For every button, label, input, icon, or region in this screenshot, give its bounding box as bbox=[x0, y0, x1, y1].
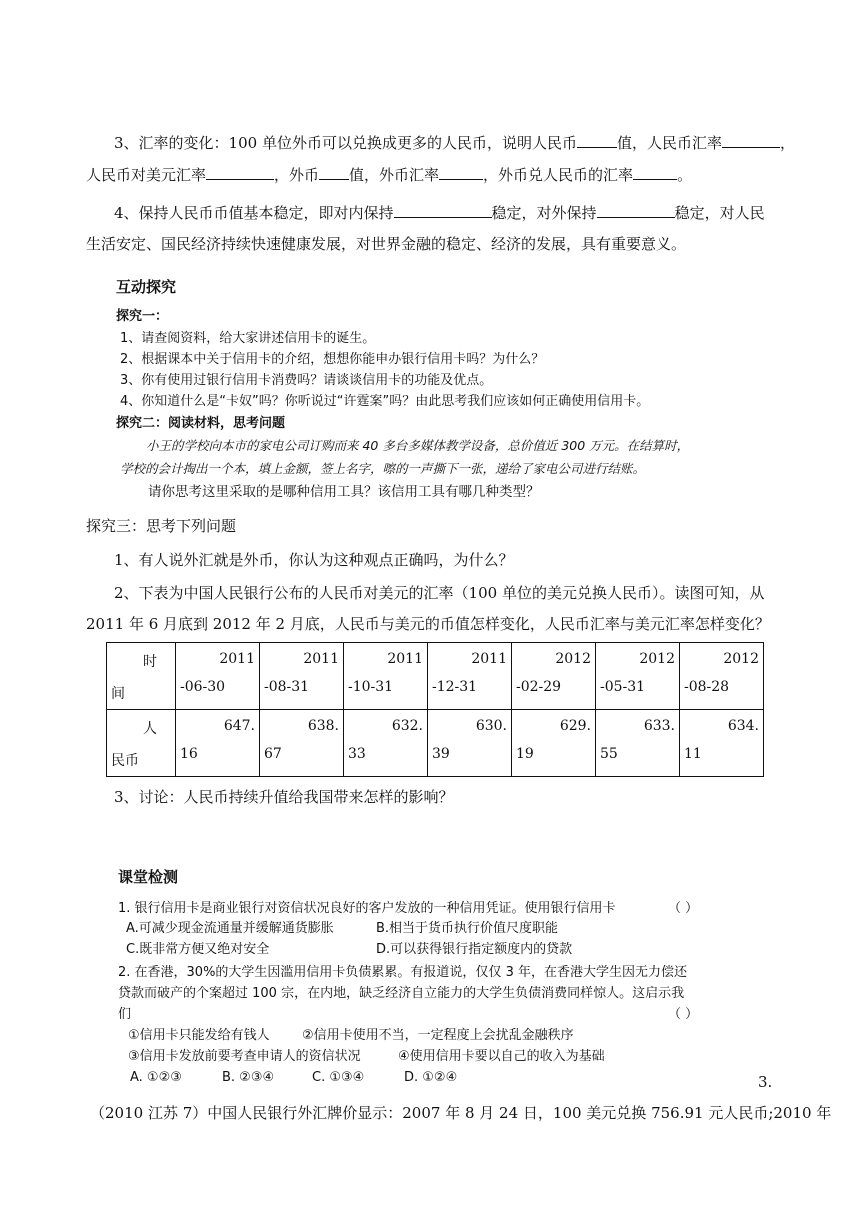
cell-text: 647. bbox=[223, 718, 255, 734]
explore1-q3: 3、你有使用过银行信用卡消费吗？请谈谈信用卡的功能及优点。 bbox=[120, 373, 493, 388]
check-q1-paren: （ ） bbox=[668, 901, 699, 916]
check-q2-line2: 贷款而破产的个案超过 100 宗，在内地，缺乏经济自立能力的大学生负债消费同样惊人。这启示我 bbox=[118, 986, 685, 1001]
cell-text: 2011 bbox=[471, 651, 507, 667]
table-row bbox=[107, 710, 764, 777]
check-q2-option-c: C. ①③④ bbox=[312, 1070, 365, 1085]
text: 值，人民币汇率 bbox=[616, 134, 722, 152]
explore3-q2-line1: 2、下表为中国人民银行公布的人民币对美元的汇率（100 单位的美元兑换人民币）。读图可知，从 bbox=[114, 584, 765, 602]
explore3-title: 探究三：思考下列问题 bbox=[86, 517, 237, 535]
check-q2-item2: ②信用卡使用不当，一定程度上会扰乱金融秩序 bbox=[302, 1028, 574, 1043]
check-q1-option-d: D.可以获得银行指定额度内的贷款 bbox=[376, 942, 573, 957]
cell-text: 间 bbox=[111, 686, 125, 702]
table-cell bbox=[428, 710, 512, 777]
cell-text: 632. bbox=[391, 718, 423, 734]
cell-text: -06-30 bbox=[180, 679, 226, 695]
explore1-q2: 2、根据课本中关于信用卡的介绍，想想你能申办银行信用卡吗？为什么？ bbox=[120, 352, 545, 367]
check-q2-item3: ③信用卡发放前要考查申请人的资信状况 bbox=[128, 1049, 361, 1064]
table-cell bbox=[680, 710, 764, 777]
cell-text: -02-29 bbox=[516, 679, 562, 695]
para4-line2: 生活安定、国民经济持续快速健康发展，对世界金融的稳定、经济的发展，具有重要意义。 bbox=[86, 235, 687, 253]
table-cell bbox=[428, 643, 512, 710]
explore3-q3: 3、讨论：人民币持续升值给我国带来怎样的影响？ bbox=[114, 788, 454, 806]
blank bbox=[597, 202, 675, 218]
cell-text: 2011 bbox=[219, 651, 255, 667]
cell-text: 2012 bbox=[555, 651, 591, 667]
cell-text: 39 bbox=[432, 746, 450, 762]
cell-text: 2011 bbox=[303, 651, 339, 667]
cell-text: -08-28 bbox=[684, 679, 730, 695]
explore1-q1: 1、请查阅资料，给大家讲述信用卡的诞生。 bbox=[120, 331, 376, 346]
table-cell bbox=[512, 710, 596, 777]
check-q1-option-b: B.相当于货币执行价值尺度职能 bbox=[376, 921, 559, 936]
check-q2-item1: ①信用卡只能发给有钱人 bbox=[128, 1028, 270, 1043]
check-q1 bbox=[118, 900, 616, 918]
cell-text: 55 bbox=[600, 746, 618, 762]
cell-text: -12-31 bbox=[432, 679, 478, 695]
blank bbox=[633, 164, 677, 180]
cell-text: 638. bbox=[307, 718, 339, 734]
cell-text: 630. bbox=[475, 718, 507, 734]
cell-text: 19 bbox=[516, 746, 534, 762]
text: ，外币 bbox=[274, 166, 320, 184]
table-cell bbox=[596, 710, 680, 777]
text: 人民币对美元汇率 bbox=[86, 166, 207, 184]
text: 稳定，对外保持 bbox=[491, 204, 597, 222]
blank bbox=[722, 132, 780, 148]
explore1-title: 探究一： bbox=[116, 309, 169, 324]
table-cell bbox=[512, 643, 596, 710]
check-q2-option-d: D. ①②④ bbox=[404, 1070, 458, 1085]
cell-text: 633. bbox=[643, 718, 675, 734]
section-heading-check: 课堂检测 bbox=[118, 868, 179, 886]
cell-text: 634. bbox=[727, 718, 759, 734]
para3-line1 bbox=[114, 132, 795, 153]
table-cell bbox=[596, 643, 680, 710]
cell-text: 2012 bbox=[639, 651, 675, 667]
text: 值，外币汇率 bbox=[349, 166, 440, 184]
check-q2-paren: （ ） bbox=[668, 1007, 699, 1022]
exchange-rate-table bbox=[106, 642, 764, 777]
table-cell bbox=[176, 643, 260, 710]
blank bbox=[394, 202, 492, 218]
table-row bbox=[107, 643, 764, 710]
check-q1-option-a: A.可减少现金流通量并缓解通货膨胀 bbox=[126, 921, 334, 936]
text: ， bbox=[779, 134, 795, 152]
cell-text: 时 bbox=[143, 654, 157, 670]
text: 稳定，对人民 bbox=[674, 204, 765, 222]
blank bbox=[439, 164, 483, 180]
text: 1. 银行信用卡是商业银行对资信状况良好的客户发放的一种信用凭证。使用银行信用卡 bbox=[118, 901, 616, 916]
material-line1: 小王的学校向本市的家电公司订购而来 40 多台多媒体教学设备，总价值近 300 万元。在结算时， bbox=[146, 438, 690, 453]
table-cell bbox=[176, 710, 260, 777]
table-cell bbox=[344, 643, 428, 710]
check-q3-line1: （2010 江苏 7）中国人民银行外汇牌价显示：2007 年 8 月 24 日，100 美元兑换 756.91 元人民币;2010 年 bbox=[90, 1104, 832, 1122]
material-line2: 学校的会计掏出一个本，填上金额，签上名字，嚓的一声撕下一张，递给了家电公司进行结账。 bbox=[120, 461, 646, 476]
check-q2-line1: 2. 在香港，30%的大学生因滥用信用卡负债累累。有报道说，仅仅 3 年，在香港大学生因无力偿还 bbox=[118, 965, 687, 980]
text: 3、汇率的变化：100 单位外币可以兑换成更多的人民币，说明人民币 bbox=[114, 134, 577, 152]
cell-text: 33 bbox=[348, 746, 366, 762]
table-cell bbox=[107, 710, 176, 777]
check-q2-option-b: B. ②③④ bbox=[222, 1070, 275, 1085]
cell-text: 人 bbox=[143, 721, 157, 737]
text: 4、保持人民币币值基本稳定，即对内保持 bbox=[114, 204, 394, 222]
cell-text: 2012 bbox=[723, 651, 759, 667]
explore1-q4: 4、你知道什么是“卡奴”吗？你听说过“许霆案”吗？由此思考我们应该如何正确使用信用卡。 bbox=[120, 394, 650, 409]
explore3-q2-line2: 2011 年 6 月底到 2012 年 2 月底，人民币与美元的币值怎样变化，人民币汇率与美元汇率怎样变化？ bbox=[86, 615, 770, 633]
cell-text: 629. bbox=[559, 718, 591, 734]
para4-line1 bbox=[114, 202, 765, 223]
section-heading-interactive: 互动探究 bbox=[116, 278, 177, 296]
text: ，外币兑人民币的汇率 bbox=[483, 166, 634, 184]
blank bbox=[319, 164, 349, 180]
cell-text: 11 bbox=[684, 746, 702, 762]
table-cell bbox=[344, 710, 428, 777]
cell-text: 2011 bbox=[387, 651, 423, 667]
cell-text: 民币 bbox=[111, 753, 139, 769]
cell-text: -08-31 bbox=[264, 679, 310, 695]
cell-text: -05-31 bbox=[600, 679, 646, 695]
check-q2-item4: ④使用信用卡要以自己的收入为基础 bbox=[398, 1049, 605, 1064]
table-cell bbox=[680, 643, 764, 710]
check-q2-option-a: A. ①②③ bbox=[130, 1070, 182, 1085]
check-q1-option-c: C.既非常方便又绝对安全 bbox=[126, 942, 270, 957]
table-cell bbox=[260, 710, 344, 777]
cell-text: 67 bbox=[264, 746, 282, 762]
table-cell bbox=[260, 643, 344, 710]
explore3-q1: 1、有人说外汇就是外币，你认为这种观点正确吗，为什么？ bbox=[114, 551, 514, 569]
text: 。 bbox=[677, 166, 693, 184]
material-question: 请你思考这里采取的是哪种信用工具？该信用工具有哪几种类型？ bbox=[148, 484, 540, 500]
blank bbox=[577, 132, 617, 148]
cell-text: 16 bbox=[180, 746, 198, 762]
check-q3-number: 3. bbox=[758, 1073, 773, 1091]
explore2-title: 探究二：阅读材料，思考问题 bbox=[116, 416, 286, 431]
cell-text: -10-31 bbox=[348, 679, 394, 695]
check-q2-line3: 们 bbox=[118, 1007, 132, 1022]
para3-line2 bbox=[86, 164, 692, 185]
blank bbox=[206, 164, 274, 180]
table-cell bbox=[107, 643, 176, 710]
